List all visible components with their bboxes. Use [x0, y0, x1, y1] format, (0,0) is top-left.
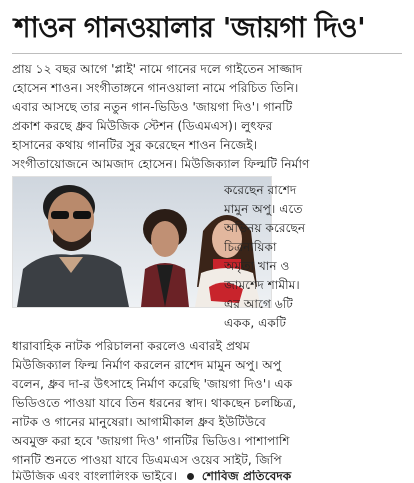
body-line: নাটক ও গানের মানুষেরা। আগামীকাল ধ্রুব ইউটিউবে — [12, 415, 266, 429]
body-line: মিউজিক্যাল ফিল্ম নির্মাণ করলেন রাশেদ মামুন অপু। অপু — [12, 358, 282, 372]
body-line: প্রায় ১২ বছর আগে 'প্লাই' নামে গানের দলে গাইতেন সাজ্জাদ — [12, 62, 303, 76]
body-line: সংগীতায়োজনে আমজাদ হোসেন। মিউজিক্যাল ফিল্মটি নির্মাণ — [12, 157, 310, 171]
body-line: এবার আসছে তার নতুন গান-ভিডিও 'জায়গা দিও'। গানটি — [12, 100, 293, 114]
headline: শাওন গানওয়ালার 'জায়গা দিও' — [14, 11, 366, 44]
headline-divider — [12, 53, 402, 54]
body-line-last: মিউজিক এবং বাংলালিংক ভাইবে। — [12, 470, 178, 483]
body-line: এর আগে ৬টি — [224, 297, 293, 311]
closing-line — [12, 470, 406, 483]
bullet-icon — [187, 473, 194, 480]
body-line: জামশেদ শামীম। — [224, 278, 300, 292]
byline: শোবিজ প্রতিবেদক — [201, 470, 292, 483]
body-line: গানটি শুনতে পাওয়া যাবে ডিএমএস ওয়েব সাইট, জিপি — [12, 453, 282, 467]
body-line: মামুন অপু। এতে — [224, 202, 303, 216]
body-line: করেছেন রাশেদ — [224, 183, 297, 197]
body-line: অভিনয় করেছেন — [224, 221, 306, 235]
body-line: বলেন, ধ্রুব দা-র উৎসাহে নির্মাণ করেছি 'জায়গা দিও'। এক — [12, 377, 293, 391]
body-line: অবমুক্ত করা হবে 'জায়গা দিও' গানটির ভিডিও। পাশাপাশি — [12, 434, 290, 448]
body-line: প্রকাশ করছে ধ্রুব মিউজিক স্টেশন (ডিএমএস)। লুৎফর — [12, 119, 273, 133]
body-line: ভিডিওতে পাওয়া যাবে তিন ধরনের স্বাদ। থাকছেন চলচ্চিত্র, — [12, 396, 297, 410]
body-line: হোসেন শাওন। সংগীতাঙ্গনে গানওয়ালা নামে পরিচিত তিনি। — [12, 81, 299, 95]
body-line: চিত্রনায়িকা — [224, 240, 277, 254]
body-line: একক, একটি — [224, 316, 286, 330]
body-line: হাসানের কথায় গানটির সুর করেছেন শাওন নিজেই। — [12, 138, 258, 152]
body-line: ধারাবাহিক নাটক পরিচালনা করলেও এবারই প্রথম — [12, 339, 250, 353]
body-line: অমৃতা খান ও — [224, 259, 290, 273]
